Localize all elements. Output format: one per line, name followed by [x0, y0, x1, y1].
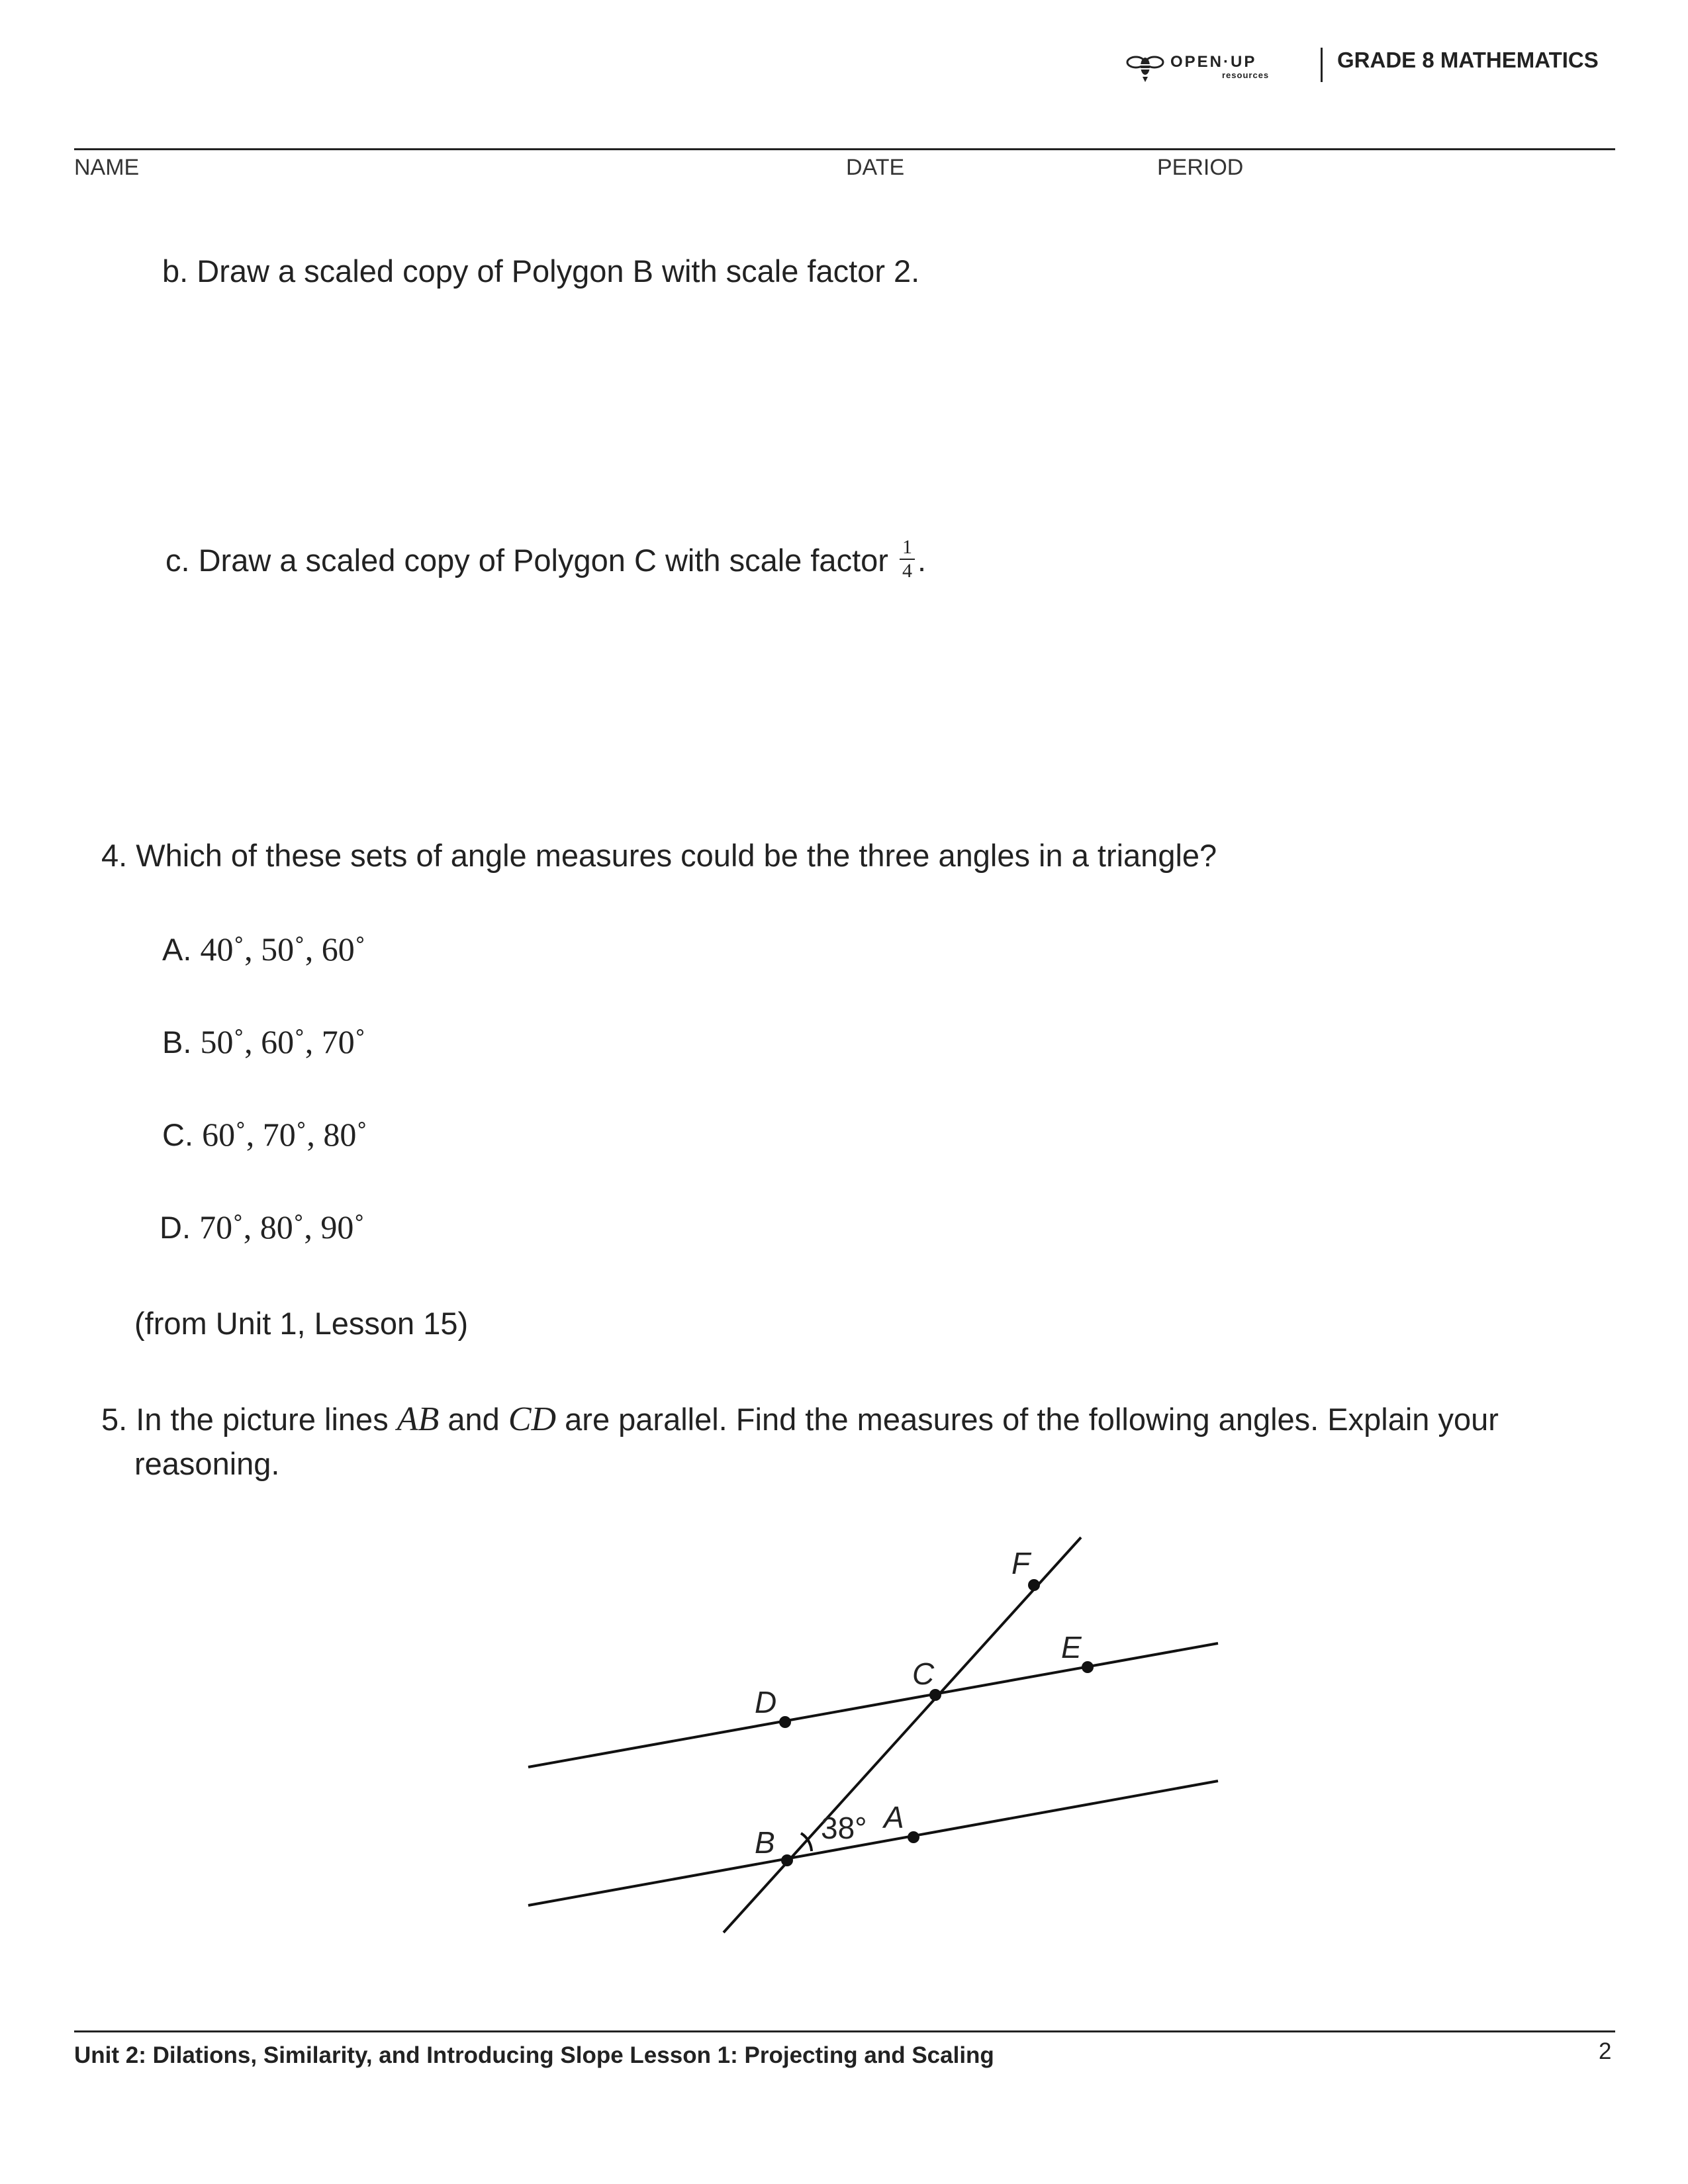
label-c: C — [912, 1657, 935, 1691]
prompt-part: 5. In the picture lines — [101, 1402, 389, 1437]
point-b — [781, 1854, 793, 1866]
problem5-prompt-line2: reasoning. — [134, 1446, 280, 1481]
logo-sub-text: resources — [1222, 70, 1270, 80]
fraction-denominator: 4 — [902, 559, 912, 582]
problem3-part-b: b. Draw a scaled copy of Polygon B with scale factor 2. — [162, 253, 920, 289]
point-d — [779, 1716, 791, 1728]
name-field-label: NAME — [74, 155, 140, 180]
line-ba — [528, 1781, 1218, 1905]
line-ab: AB — [397, 1400, 440, 1438]
option-value: 50˚, 60˚, 70˚ — [200, 1023, 366, 1060]
header-divider — [1321, 48, 1323, 82]
part-c-text: c. Draw a scaled copy of Polygon C with scale factor — [165, 543, 888, 578]
open-up-resources-logo — [1125, 48, 1297, 87]
label-f: F — [1011, 1546, 1031, 1580]
line-cd: CD — [508, 1400, 557, 1438]
name-rule — [74, 148, 1615, 150]
grade-title: GRADE 8 MATHEMATICS — [1337, 48, 1599, 72]
line-dc — [528, 1643, 1218, 1767]
label-e: E — [1061, 1630, 1082, 1664]
period-field-label: PERIOD — [1157, 155, 1244, 180]
problem4-prompt: 4. Which of these sets of angle measures could be the three angles in a triangle? — [101, 838, 1217, 873]
option-a — [162, 930, 365, 968]
prompt-part: and — [447, 1402, 500, 1437]
problem3-part-c — [165, 537, 926, 585]
fraction-numerator: 1 — [900, 537, 915, 560]
label-d: D — [755, 1685, 777, 1719]
angle-label: 38° — [821, 1811, 867, 1845]
point-e — [1082, 1661, 1094, 1673]
footer-title: Unit 2: Dilations, Similarity, and Introducing Slope Lesson 1: Projecting and Scaling — [74, 2042, 994, 2068]
problem5-prompt — [101, 1394, 1597, 1445]
bee-icon — [1125, 48, 1165, 87]
option-c — [162, 1115, 367, 1154]
point-a — [908, 1831, 919, 1843]
label-a: A — [884, 1800, 904, 1835]
option-b — [162, 1023, 365, 1061]
point-f — [1028, 1579, 1040, 1591]
date-field-label: DATE — [846, 155, 905, 180]
prompt-part: are parallel. Find the measures of the following angles. Explain your — [565, 1402, 1499, 1437]
option-letter: C. — [162, 1117, 193, 1152]
option-value: 60˚, 70˚, 80˚ — [202, 1116, 368, 1153]
option-value: 70˚, 80˚, 90˚ — [199, 1208, 365, 1246]
page-number: 2 — [1599, 2038, 1612, 2064]
option-letter: B. — [162, 1024, 192, 1060]
logo-brand-text: OPEN·UP — [1170, 53, 1257, 71]
option-letter: D. — [160, 1210, 191, 1245]
part-c-period: . — [917, 543, 927, 578]
scale-factor-fraction — [900, 537, 915, 581]
problem4-source: (from Unit 1, Lesson 15) — [134, 1306, 469, 1341]
label-b: B — [755, 1825, 775, 1860]
footer-rule — [74, 2030, 1615, 2032]
parallel-lines-figure — [503, 1516, 1231, 1952]
option-value: 40˚, 50˚, 60˚ — [200, 931, 366, 968]
option-letter: A. — [162, 932, 192, 967]
option-d — [160, 1208, 365, 1246]
transversal-bcf — [724, 1537, 1081, 1933]
